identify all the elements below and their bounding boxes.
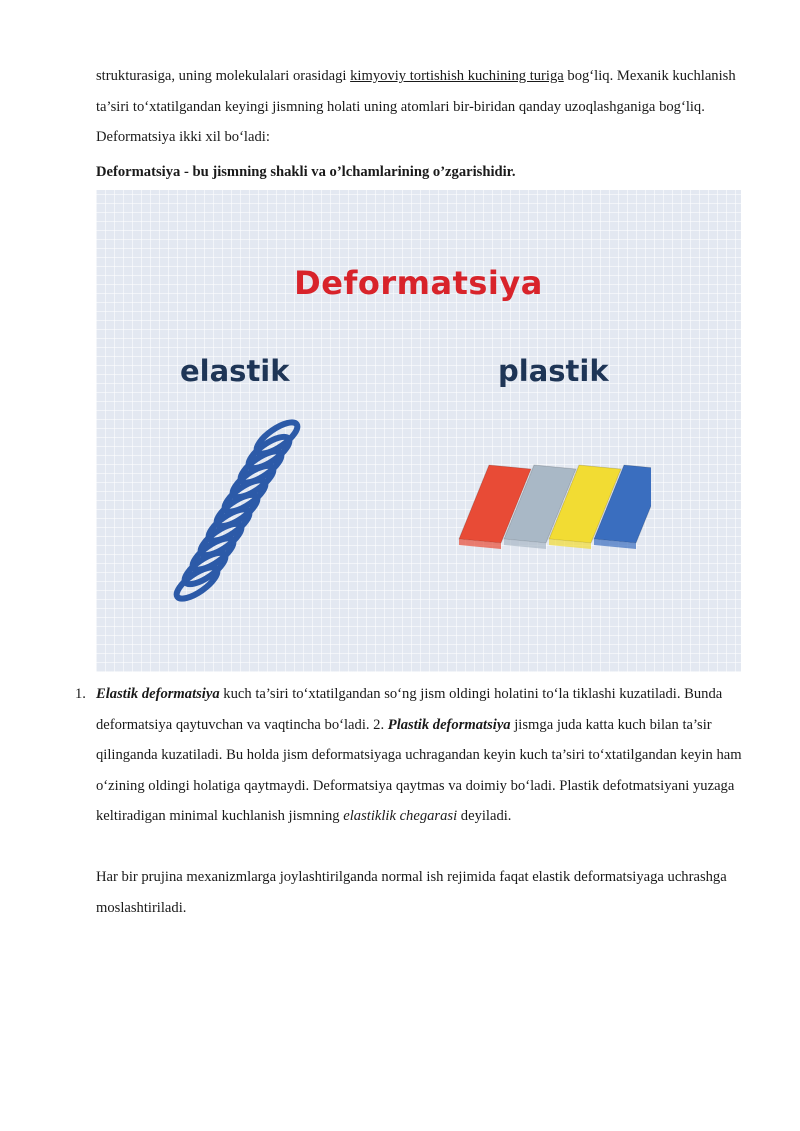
spring-icon: [172, 416, 312, 606]
deformation-types-paragraph: [96, 679, 746, 832]
figure-title: Deformatsiya: [294, 264, 543, 302]
spring-paragraph: Har bir prujina mexanizmlarga joylashtirilganda normal ish rejimida faqat elastik deformatsiyaga uchrashga moslashtiriladi.: [96, 869, 727, 916]
elastic-limit-term: elastiklik chegarasi: [343, 808, 458, 824]
list-number: 1.: [75, 686, 86, 702]
intro-text-start: strukturasiga, uning molekulalari orasidagi: [96, 68, 351, 84]
intro-paragraph: [96, 61, 746, 153]
intro-text-end: bog‘liq. Mexanik kuchlanish ta’siri to‘xtatilgandan keyingi jismning holati uning atomlari bir-biridan qanday uzoqlashganiga bog‘liq. Deformatsiya ikki xil bo‘ladi:: [96, 68, 736, 145]
elastic-description: kuch ta’siri to‘xtatilgandan so‘ng jism oldingi holatini to‘la tiklashi kuzatiladi. Bunda deformatsiya qaytuvchan va vaqtincha bo‘ladi. 2.: [96, 686, 723, 733]
plastic-label: plastik: [498, 354, 609, 388]
plasticine-bars-icon: [451, 455, 651, 555]
plastic-term: Plastik deformatsiya: [387, 716, 511, 733]
elastic-label: elastik: [180, 354, 290, 388]
elastic-limit-end: deyiladi.: [457, 808, 512, 824]
elastic-term: Elastik deformatsiya: [96, 686, 220, 702]
underlined-phrase: kimyoviy tortishish kuchining turiga: [350, 68, 564, 84]
deformation-figure: [96, 190, 741, 672]
plastic-description: jismga juda katta kuch bilan ta’sir qilinganda kuzatiladi. Bu holda jism deformatsiyaga uchragandan keyin kuch ta’siri to‘xtatilgandan keyin ham o‘zining oldingi holatiga qaytmaydi. Deformatsiya qaytmas va doimiy bo‘ladi. Plastik defotmatsiyani yuzaga keltiradigan minimal kuchlanish jismning: [96, 716, 742, 824]
definition-heading: Deformatsiya - bu jismning shakli va o’lchamlarining o’zgarishidir.: [96, 164, 516, 180]
